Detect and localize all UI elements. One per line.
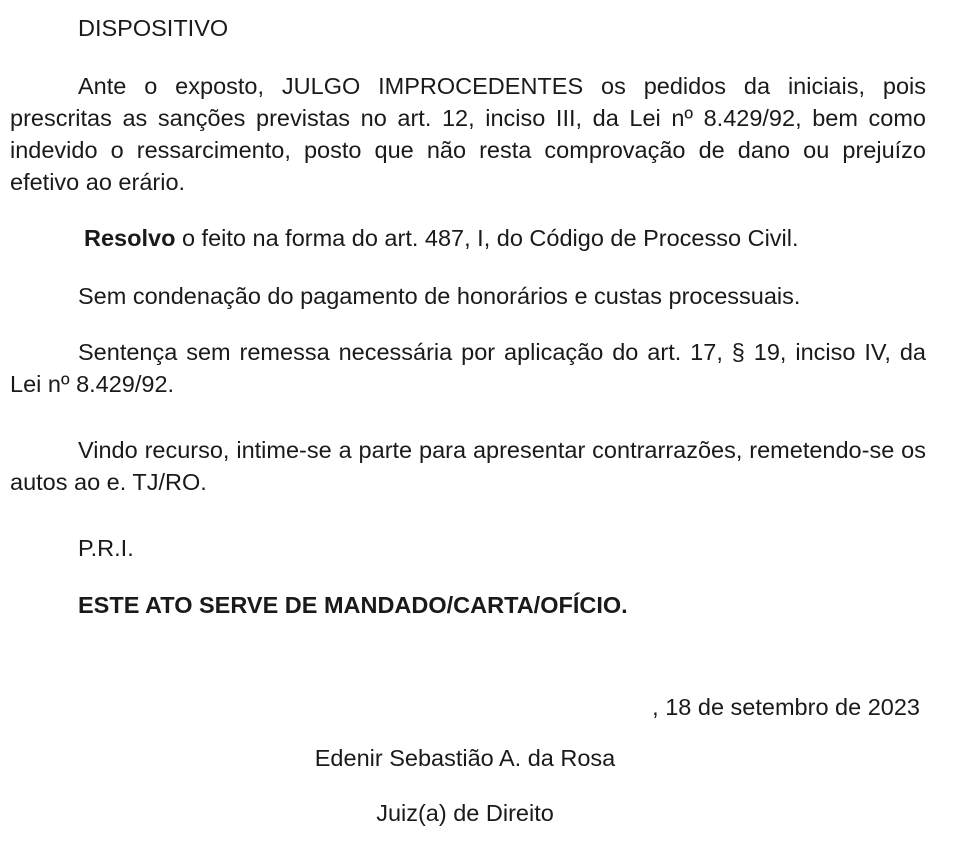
section-heading: DISPOSITIVO	[78, 15, 229, 41]
paragraph-judgment: Ante o exposto, JULGO IMPROCEDENTES os pedidos da iniciais, pois prescritas as sanções previstas no art. 12, inciso III, da Lei nº 8.429/92, bem como indevido o ressarcimento, posto que não resta comprovação de dano ou prejuízo efetivo ao erário.	[10, 73, 926, 195]
paragraph-appeal: Vindo recurso, intime-se a parte para apresentar contrarrazões, remetendo-se os autos ao e. TJ/RO.	[10, 437, 926, 495]
paragraph-no-review: Sentença sem remessa necessária por aplicação do art. 17, § 19, inciso IV, da Lei nº 8.429/92.	[10, 339, 926, 397]
signer-name: Edenir Sebastião A. da Rosa	[314, 745, 616, 771]
paragraph-resolve	[84, 222, 799, 254]
date-line: , 18 de setembro de 2023	[652, 694, 920, 720]
resolve-rest-text: o feito na forma do art. 487, I, do Código de Processo Civil.	[175, 225, 799, 251]
signer-title: Juiz(a) de Direito	[376, 800, 554, 826]
serve-notice: ESTE ATO SERVE DE MANDADO/CARTA/OFÍCIO.	[78, 592, 628, 618]
pri-line: P.R.I.	[78, 535, 134, 561]
resolve-bold-word: Resolvo	[84, 225, 176, 251]
paragraph-no-costs: Sem condenação do pagamento de honorários e custas processuais.	[78, 283, 801, 309]
